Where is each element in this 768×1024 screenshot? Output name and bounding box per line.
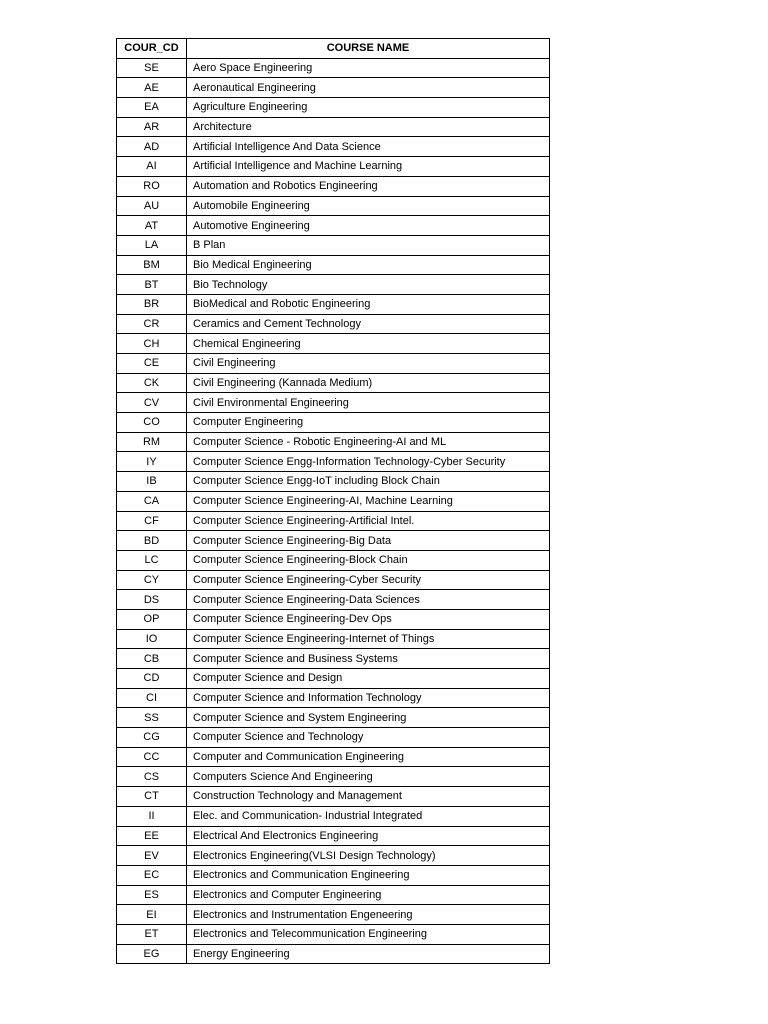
course-code-cell: SE [117,58,187,78]
course-name-cell: Electronics Engineering(VLSI Design Technology) [187,846,550,866]
course-code-cell: CR [117,314,187,334]
table-row [117,117,550,137]
course-code-cell: RM [117,432,187,452]
table-row [117,944,550,964]
course-name-cell: Computer Science - Robotic Engineering-AI and ML [187,432,550,452]
course-rows [117,58,550,964]
course-name-cell: Bio Medical Engineering [187,255,550,275]
course-code-cell: DS [117,590,187,610]
course-code-cell: EC [117,865,187,885]
course-name-cell: Architecture [187,117,550,137]
course-name-cell: Automotive Engineering [187,216,550,236]
course-name-cell: Construction Technology and Management [187,787,550,807]
course-code-cell: BM [117,255,187,275]
table-row [117,846,550,866]
table-row [117,196,550,216]
course-code-cell: RO [117,176,187,196]
course-name-cell: Computer Science Engineering-Block Chain [187,550,550,570]
table-row [117,826,550,846]
course-name-cell: Computer and Communication Engineering [187,747,550,767]
course-name-cell: Artificial Intelligence and Machine Learning [187,157,550,177]
course-name-cell: Computer Science Engg-Information Technology-Cyber Security [187,452,550,472]
course-name-cell: Electronics and Instrumentation Engeneering [187,905,550,925]
table-row [117,157,550,177]
course-code-cell: AE [117,78,187,98]
course-code-cell: BR [117,294,187,314]
course-name-cell: Computer Science and Technology [187,728,550,748]
table-row [117,373,550,393]
course-code-cell: CV [117,393,187,413]
table-row [117,531,550,551]
course-code-cell: SS [117,708,187,728]
course-code-cell: II [117,806,187,826]
course-name-cell: Computer Science and Business Systems [187,649,550,669]
course-name-cell: Civil Environmental Engineering [187,393,550,413]
course-code-cell: LA [117,235,187,255]
table-row [117,235,550,255]
table-row [117,905,550,925]
table-row [117,865,550,885]
course-name-cell: Computer Science Engineering-Artificial Intel. [187,511,550,531]
table-row [117,294,550,314]
table-row [117,511,550,531]
course-code-cell: LC [117,550,187,570]
course-code-cell: AR [117,117,187,137]
course-code-cell: EI [117,905,187,925]
course-code-cell: CH [117,334,187,354]
table-row [117,924,550,944]
course-code-cell: CC [117,747,187,767]
course-code-cell: CI [117,688,187,708]
header-course-name: COURSE NAME [187,39,550,59]
course-name-cell: Bio Technology [187,275,550,295]
course-name-cell: B Plan [187,235,550,255]
table-row [117,767,550,787]
table-row [117,137,550,157]
course-name-cell: Computer Science Engineering-Cyber Security [187,570,550,590]
course-code-cell: AD [117,137,187,157]
course-code-cell: CA [117,491,187,511]
course-code-cell: EV [117,846,187,866]
course-name-cell: Computer Science Engineering-AI, Machine Learning [187,491,550,511]
course-name-cell: Computer Science and Design [187,669,550,689]
course-code-cell: CG [117,728,187,748]
course-name-cell: Electronics and Communication Engineering [187,865,550,885]
course-name-cell: Civil Engineering (Kannada Medium) [187,373,550,393]
course-name-cell: Computer Science Engineering-Data Sciences [187,590,550,610]
course-code-cell: BD [117,531,187,551]
course-name-cell: Artificial Intelligence And Data Science [187,137,550,157]
course-code-cell: CO [117,413,187,433]
course-name-cell: Automation and Robotics Engineering [187,176,550,196]
course-name-cell: Computer Science Engineering-Internet of Things [187,629,550,649]
course-code-cell: CF [117,511,187,531]
table-row [117,413,550,433]
header-row [117,39,550,59]
table-row [117,787,550,807]
course-name-cell: Ceramics and Cement Technology [187,314,550,334]
table-row [117,491,550,511]
course-name-cell: Computer Science and System Engineering [187,708,550,728]
table-row [117,255,550,275]
course-code-cell: CY [117,570,187,590]
course-code-cell: IB [117,472,187,492]
course-name-cell: Aero Space Engineering [187,58,550,78]
table-row [117,570,550,590]
header-course-code: COUR_CD [117,39,187,59]
course-name-cell: BioMedical and Robotic Engineering [187,294,550,314]
course-name-cell: Elec. and Communication- Industrial Integrated [187,806,550,826]
course-code-cell: CB [117,649,187,669]
table-row [117,78,550,98]
course-table [116,38,550,964]
course-code-cell: ES [117,885,187,905]
table-row [117,649,550,669]
table-row [117,354,550,374]
course-name-cell: Computer Science Engg-IoT including Block Chain [187,472,550,492]
table-row [117,452,550,472]
course-name-cell: Aeronautical Engineering [187,78,550,98]
course-name-cell: Electrical And Electronics Engineering [187,826,550,846]
course-code-cell: CE [117,354,187,374]
table-row [117,432,550,452]
table-row [117,275,550,295]
table-row [117,747,550,767]
course-code-cell: ET [117,924,187,944]
table-row [117,629,550,649]
course-name-cell: Energy Engineering [187,944,550,964]
table-row [117,314,550,334]
course-code-cell: EE [117,826,187,846]
table-row [117,688,550,708]
table-row [117,885,550,905]
course-name-cell: Computers Science And Engineering [187,767,550,787]
table-row [117,728,550,748]
course-code-cell: CT [117,787,187,807]
course-code-cell: AT [117,216,187,236]
table-row [117,216,550,236]
course-code-cell: IY [117,452,187,472]
course-code-cell: IO [117,629,187,649]
table-row [117,806,550,826]
course-name-cell: Electronics and Telecommunication Engineering [187,924,550,944]
course-code-cell: AU [117,196,187,216]
course-code-cell: CK [117,373,187,393]
table-row [117,669,550,689]
course-code-cell: CS [117,767,187,787]
table-row [117,58,550,78]
course-code-cell: EA [117,98,187,118]
table-row [117,176,550,196]
course-name-cell: Computer Science and Information Technology [187,688,550,708]
course-name-cell: Automobile Engineering [187,196,550,216]
course-code-cell: EG [117,944,187,964]
course-code-cell: AI [117,157,187,177]
course-name-cell: Agriculture Engineering [187,98,550,118]
table-row [117,98,550,118]
course-name-cell: Computer Science Engineering-Dev Ops [187,609,550,629]
course-code-cell: BT [117,275,187,295]
table-row [117,472,550,492]
course-name-cell: Chemical Engineering [187,334,550,354]
course-sheet [116,38,550,964]
table-row [117,708,550,728]
table-row [117,393,550,413]
table-row [117,550,550,570]
course-name-cell: Computer Engineering [187,413,550,433]
table-row [117,609,550,629]
table-row [117,334,550,354]
course-name-cell: Computer Science Engineering-Big Data [187,531,550,551]
course-name-cell: Electronics and Computer Engineering [187,885,550,905]
course-code-cell: OP [117,609,187,629]
course-name-cell: Civil Engineering [187,354,550,374]
table-row [117,590,550,610]
course-code-cell: CD [117,669,187,689]
